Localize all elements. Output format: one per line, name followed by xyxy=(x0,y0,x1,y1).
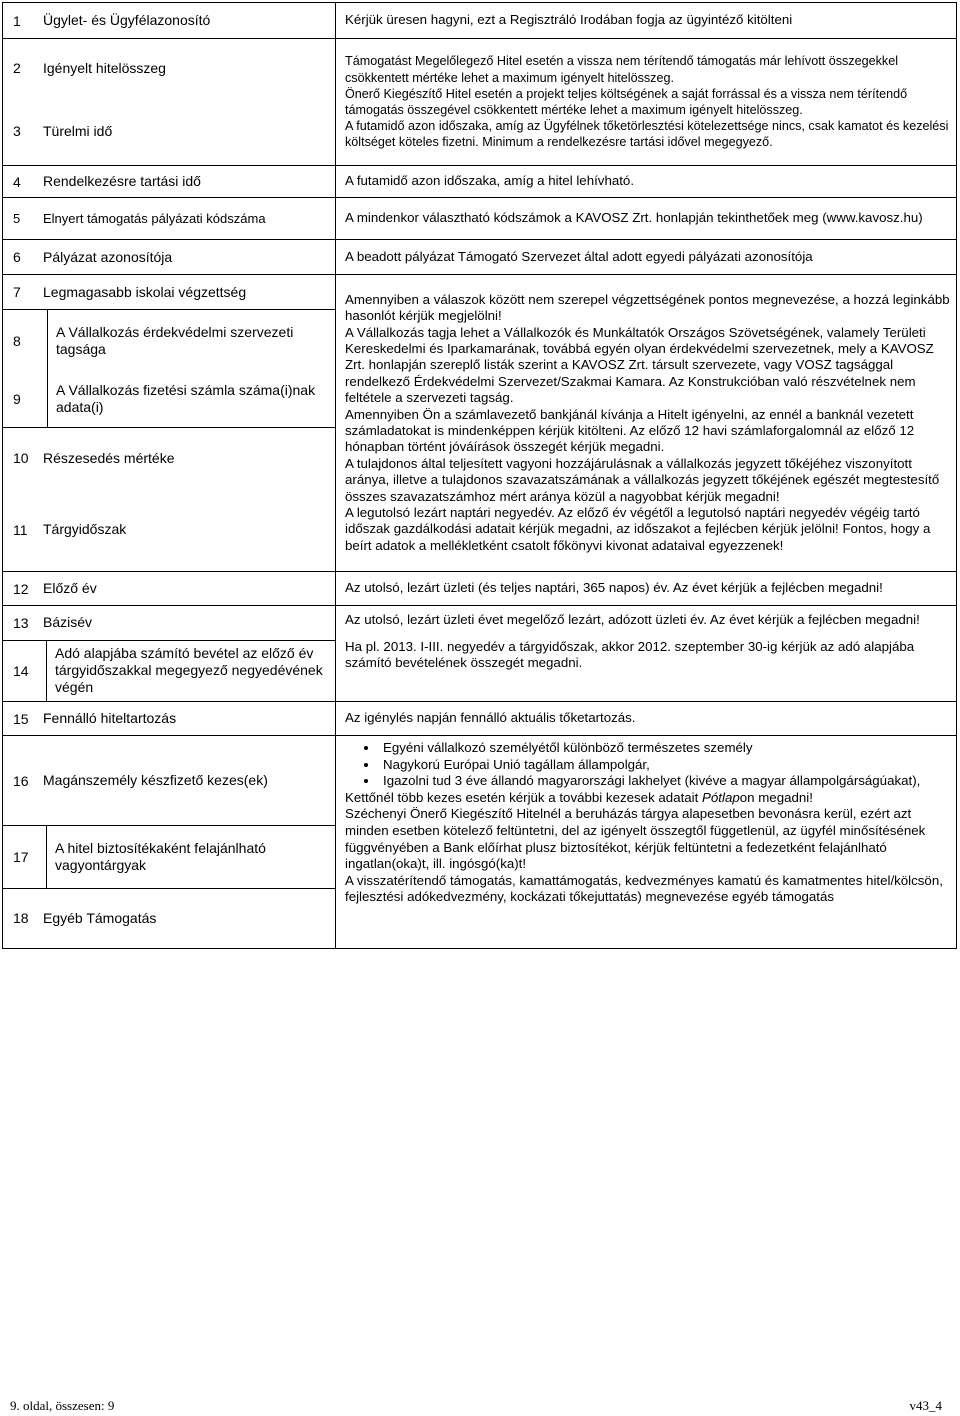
row-description: A futamidő azon időszaka, amíg a hitel lehívható. xyxy=(336,166,957,198)
info-table xyxy=(2,2,957,949)
row-number: 8 xyxy=(13,332,21,349)
row-number: 15 xyxy=(13,710,29,727)
row-number: 13 xyxy=(13,614,29,631)
row-description: Kérjük üresen hagyni, ezt a Regisztráló Irodában fogja az ügyintéző kitölteni xyxy=(336,3,957,39)
row-label: Legmagasabb iskolai végzettség xyxy=(43,283,247,300)
row-label: Rendelkezésre tartási idő xyxy=(43,173,201,189)
row-label: Előző év xyxy=(43,580,97,596)
row-label: Adó alapjába számító bevétel az előző év tárgyidőszakkal megegyező negyedévének végén xyxy=(55,645,323,696)
row-number: 7 xyxy=(13,284,21,300)
row-label: Türelmi idő xyxy=(43,122,113,139)
version-label: v43_4 xyxy=(909,1398,942,1413)
row-label: Elnyert támogatás pályázati kódszáma xyxy=(43,211,266,226)
row-number: 18 xyxy=(13,910,29,927)
row-label: Pályázat azonosítója xyxy=(43,248,173,265)
table-row xyxy=(3,198,957,240)
row-number: 17 xyxy=(3,826,47,887)
row-label: Bázisév xyxy=(43,614,93,631)
table-row xyxy=(3,702,957,736)
list-item: • Nagykorú Európai Unió tagállam állampolgár, xyxy=(379,757,952,774)
row-number: 10 xyxy=(13,450,29,466)
row-number: 16 xyxy=(13,772,29,789)
table-row xyxy=(3,275,957,572)
list-item: • Egyéni vállalkozó személyétől különböző természetes személy xyxy=(379,740,952,757)
row-number: 12 xyxy=(13,580,29,597)
row-description: Az utolsó, lezárt üzleti (és teljes naptári, 365 napos) év. Az évet kérjük a fejlécben megadni! xyxy=(336,572,957,606)
row-label: A Vállalkozás érdekvédelmi szervezeti tagsága xyxy=(56,323,294,357)
page-number: 9. oldal, összesen: 9 xyxy=(10,1398,115,1413)
table-row xyxy=(3,572,957,606)
table-row xyxy=(3,240,957,275)
row-label: Tárgyidőszak xyxy=(43,521,127,537)
row-description: • Egyéni vállalkozó személyétől különböző természetes személy • Nagykorú Európai Unió tagállam állampolgár, • Igazolni tud 3 éve állandó magyarországi lakhelyet (kivéve a magyar állampolgárságúakat), Kettőnél több kezes esetén kérjük a további kezesek adatait Pótlapon megadni! Széchenyi Önerő Kiegészítő Hitelnél a beruházás tárgya alapesetben bevonásra kerül, ezért azt minden esetben kötelező feltüntetni, del az igényelt összegtől függetlenül, az ügyfél minősítésének függvényében a Bank előírhat plusz biztosítékot, kérjük feltüntetni a fedezetként felajánlható ingatlan(oka)t, ill. ingósgó(ka)t! A visszatérítendő támogatás, kamattámogatás, kedvezményes kamatú és kamatmentes hitel/kölcsön, fejlesztési adókedvezmény, kockázati tőkejuttatás) megnevezése egyéb támogatás xyxy=(336,736,957,949)
row-number: 4 xyxy=(13,173,21,190)
row-number: 6 xyxy=(13,249,21,265)
row-description: Támogatást Megelőlegező Hitel esetén a vissza nem térítendő támogatás már lehívott összegekkel csökkentett mértéke lehet a maximum igényelt hitelösszeg. Önerő Kiegészítő Hitel esetén a projekt teljes költségének a saját forrással és a vissza nem térítendő támogatás összegével csökkentett mértéke lehet a maximum igényelt hitelösszeg. A futamidő azon időszaka, amíg az Ügyfélnek tőketörlesztési kötelezettsége nincs, csak kamatot és kezelési költséget köteles fizetni. Minimum a rendelkezésre tartási idővel megegyező. xyxy=(336,39,957,166)
row-number: 3 xyxy=(13,123,21,139)
table-row xyxy=(3,39,957,166)
row-label: Részesedés mértéke xyxy=(43,449,175,466)
row-number: 1 xyxy=(13,12,21,29)
row-number: 2 xyxy=(13,60,21,76)
row-description: Amennyiben a válaszok között nem szerepel végzettségének pontos megnevezése, a hozzá leginkább hasonlót kérjük megjelölni! A Vállalkozás tagja lehet a Vállalkozók és Munkáltatók Országos Szövetségének, valamely Területi Kereskedelmi és Iparkamarának, továbbá egyén olyan érdekvédelmi szervezetnek, mely a KAVOSZ Zrt. honlapján szereplő listák szerint a KAVOSZ Zrt. társult szervezete, vagy VOSZ tagsággal rendelkező Érdekvédelmi Szervezet/Szakmai Kamara. Az Konstrukcióban való részvételnek nem feltétele a szervezeti tagság. Amennyiben Ön a számlavezető bankjánál kívánja a Hitelt igényelni, az ennél a banknál vezetett számladatokat is mindenképpen kérjük kitölteni. Az előző 12 havi számlaforgalomnál az előző 12 hónapban történt jóváírások összegét kérjük megadni. A tulajdonos által teljesített vagyoni hozzájárulásnak a vállalkozás jegyzett tőkéjéhez viszonyított aránya, illetve a tulajdonos szavazatszámának a vállalkozás jegyzett tőkéjének egészét megtestesítő összes szavazatszámhoz mért aránya közül a nagyobbat kérjük megadni! A legutolsó lezárt naptári negyedév. Az előző év végétől a legutolsó naptári negyedév végéig tartó időszak gazdálkodási adatait kérjük megadni, az időszakot a fejlécben kérjük jelölni! Fontos, hogy a beírt adatok a mellékletként csatolt főkönyvi kivonat adataival egyezzenek! xyxy=(336,275,957,572)
row-label: Igényelt hitelösszeg xyxy=(43,59,166,76)
row-number: 11 xyxy=(13,521,28,538)
row-label: Egyéb Támogatás xyxy=(43,909,157,926)
row-number: 9 xyxy=(13,391,21,408)
row-description: A beadott pályázat Támogató Szervezet által adott egyedi pályázati azonosítója xyxy=(336,240,957,275)
row-label: A Vállalkozás fizetési számla száma(i)nak adata(i) xyxy=(56,382,316,416)
table-row xyxy=(3,166,957,198)
list-item: • Igazolni tud 3 éve állandó magyarországi lakhelyet (kivéve a magyar állampolgárságúakat), xyxy=(379,773,952,790)
row-description: Az utolsó, lezárt üzleti évet megelőző lezárt, adózott üzleti év. Az évet kérjük a fejlécben megadni! Ha pl. 2013. I-III. negyedév a tárgyidőszak, akkor 2012. szeptember 30-ig kérjük az adó alapjába számító bevételének összegét megadni. xyxy=(336,606,957,702)
row-label: Magánszemély készfizető kezes(ek) xyxy=(43,772,268,789)
row-description: Az igénylés napján fennálló aktuális tőketartozás. xyxy=(336,702,957,736)
row-number: 14 xyxy=(3,641,47,701)
bullet-list xyxy=(345,740,952,790)
row-number: 5 xyxy=(13,211,21,226)
row-label: Fennálló hiteltartozás xyxy=(43,710,177,726)
row-label: Ügylet- és Ügyfélazonosító xyxy=(43,12,211,28)
table-row xyxy=(3,606,957,702)
table-row xyxy=(3,3,957,39)
row-label: A hitel biztosítékaként felajánlható vagyontárgyak xyxy=(55,839,266,873)
row-description: A mindenkor választható kódszámok a KAVOSZ Zrt. honlapján tekinthetőek meg (www.kavosz.hu) xyxy=(336,198,957,240)
table-row xyxy=(3,736,957,949)
